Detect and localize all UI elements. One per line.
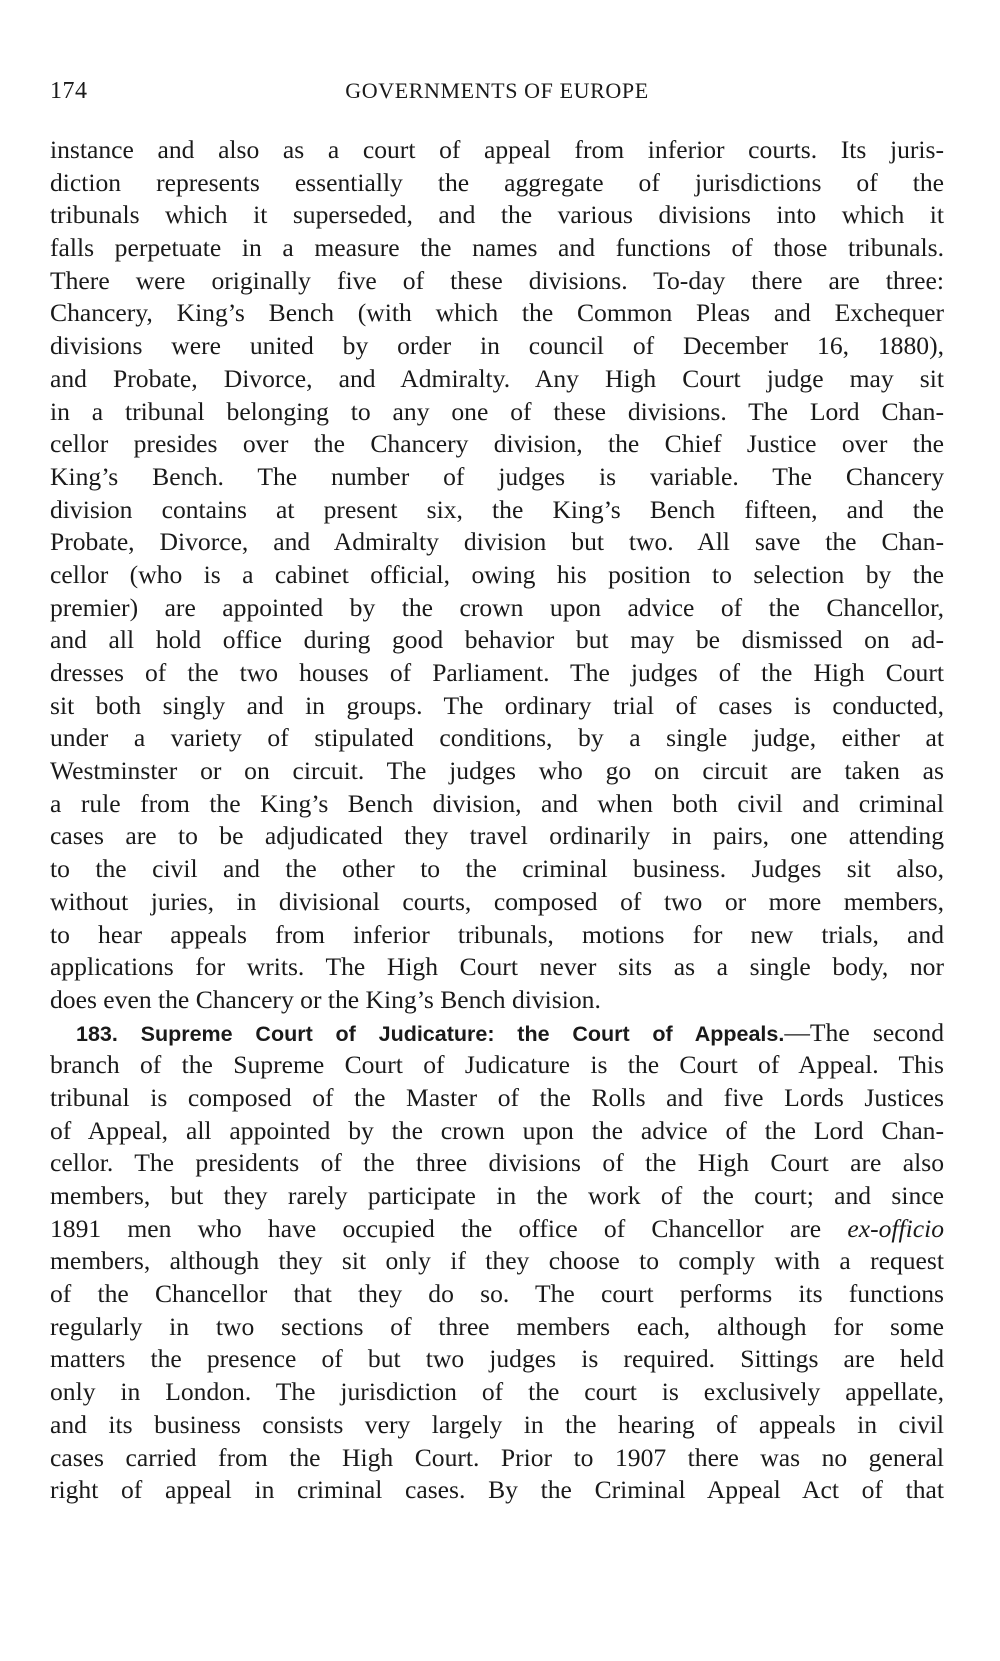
text-line: divisions were united by order in council of December 16, 1880), [50,331,944,361]
text-line: of Appeal, all appointed by the crown upon the advice of the Lord Chan- [50,1115,944,1145]
text-line: branch of the Supreme Court of Judicature is the Court of Appeal. This [50,1050,944,1080]
running-head [50,78,944,114]
text-line: cellor (who is a cabinet official, owing his position to selection by the [50,559,944,589]
text-line: sit both singly and in groups. The ordinary trial of cases is conducted, [50,690,944,720]
running-title: GOVERNMENTS OF EUROPE [345,78,649,103]
text-line: members, but they rarely participate in the work of the court; and since [50,1181,944,1210]
text-line: Westminster or on circuit. The judges who go on circuit are taken as [50,756,944,786]
paragraph-high-court [50,134,944,1017]
text-line: dresses of the two houses of Parliament. The judges of the High Court [50,658,944,687]
text-line: Chancery, King’s Bench (with which the Common Pleas and Exchequer [50,298,944,328]
paragraph-court-of-appeals [50,1017,944,1507]
text-block [50,1049,944,1212]
text-line: does even the Chancery or the King’s Bench division. [50,984,601,1014]
text-line: and all hold office during good behavior but may be dismissed on ad- [50,625,944,655]
text-line: tribunals which it superseded, and the various divisions into which it [50,200,944,230]
text-line: to the civil and the other to the criminal business. Judges sit also, [50,854,944,884]
text-line [50,1213,944,1246]
text-line: and its business consists very largely in the hearing of appeals in civil [50,1409,944,1439]
book-page [50,78,944,1507]
text-line [50,1017,944,1050]
text-line: Probate, Divorce, and Admiralty division but two. All save the Chan- [50,527,944,557]
text-line: falls perpetuate in a measure the names and functions of those tribunals. [50,233,944,263]
italic-term: ex-officio [847,1213,944,1243]
text-block [50,1245,944,1507]
text-line: premier) are appointed by the crown upon advice of the Chancellor, [50,592,944,622]
page-number: 174 [50,78,88,104]
text-line: under a variety of stipulated conditions, by a single judge, either at [50,723,944,753]
text-line: regularly in two sections of three members each, although for some [50,1311,944,1341]
text-line: in a tribunal belonging to any one of these divisions. The Lord Chan- [50,396,944,426]
text-fragment: 1891 men who have occupied the office of Chancellor are [50,1213,848,1243]
body-text [50,134,944,1507]
text-line: matters the presence of but two judges is required. Sittings are held [50,1344,944,1374]
text-fragment: —The second [784,1017,944,1047]
text-line: applications for writs. The High Court never sits as a single body, nor [50,952,944,982]
text-line: right of appeal in criminal cases. By the Criminal Appeal Act of that [50,1475,944,1505]
text-line: members, although they sit only if they choose to comply with a request [50,1246,944,1276]
text-line: There were originally five of these divisions. To-day there are three: [50,265,944,295]
text-line: and Probate, Divorce, and Admiralty. Any High Court judge may sit [50,363,944,393]
text-line: of the Chancellor that they do so. The court performs its functions [50,1279,944,1309]
section-heading: 183. Supreme Court of Judicature: the Court of Appeals. [76,1021,785,1046]
text-line: diction represents essentially the aggregate of jurisdictions of the [50,167,944,197]
text-line: a rule from the King’s Bench division, and when both civil and criminal [50,788,944,818]
text-line: cellor. The presidents of the three divisions of the High Court are also [50,1148,944,1178]
text-line: tribunal is composed of the Master of the Rolls and five Lords Justices [50,1082,944,1112]
text-line: without juries, in divisional courts, composed of two or more members, [50,886,944,916]
text-line: King’s Bench. The number of judges is variable. The Chancery [50,461,944,491]
text-line: cases are to be adjudicated they travel ordinarily in pairs, one attending [50,821,944,851]
text-line: division contains at present six, the King’s Bench fifteen, and the [50,494,944,524]
text-line: cellor presides over the Chancery division, the Chief Justice over the [50,429,944,459]
text-line: to hear appeals from inferior tribunals, motions for new trials, and [50,919,944,949]
text-line: instance and also as a court of appeal from inferior courts. Its juris- [50,135,944,164]
text-line: only in London. The jurisdiction of the court is exclusively appellate, [50,1377,944,1407]
text-line: cases carried from the High Court. Prior to 1907 there was no general [50,1442,944,1472]
